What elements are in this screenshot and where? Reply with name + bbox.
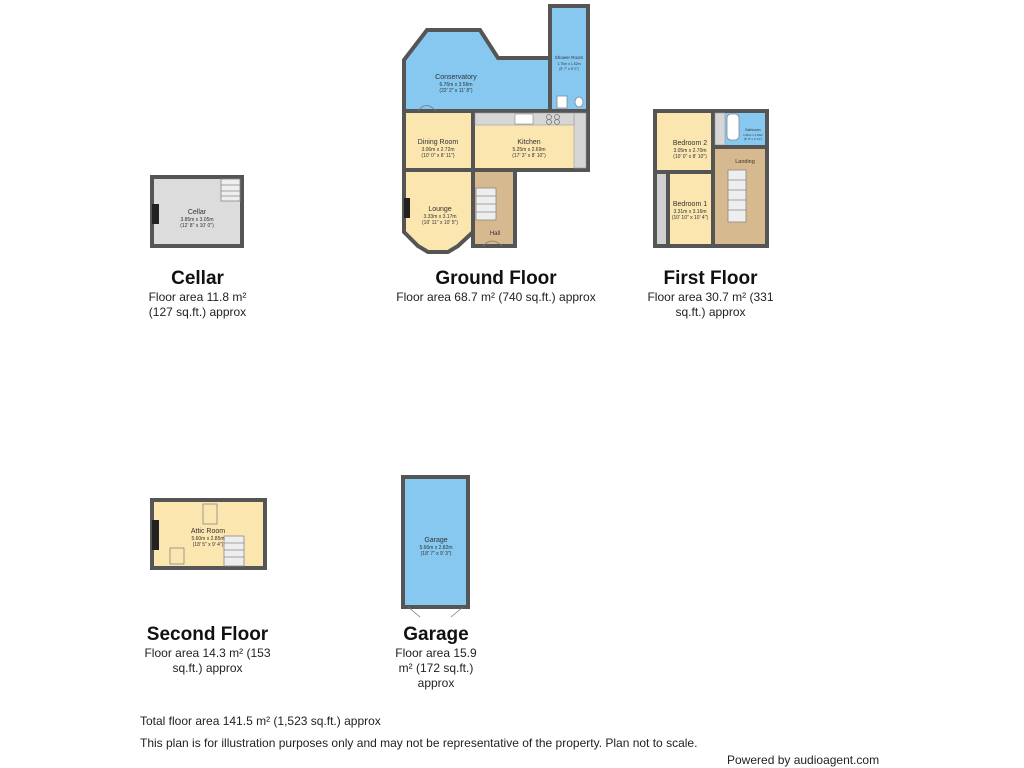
kitchen-dims: 5.25m x 2.69m xyxy=(512,147,546,153)
cellar-title: Cellar xyxy=(171,268,224,289)
attic-room-name: Attic Room xyxy=(190,528,226,535)
kitchen-name: Kitchen xyxy=(517,139,541,146)
garage-room-name: Garage xyxy=(424,537,448,544)
shower-room-imperial: (5' 7" x 5' 0") xyxy=(559,67,579,71)
bathroom-partition xyxy=(715,113,725,145)
lounge-imperial: (10' 11" x 10' 5") xyxy=(422,220,458,226)
garage-plan xyxy=(403,477,468,617)
bedroom-1-dims: 3.31m x 3.16m xyxy=(673,209,707,215)
bathroom-name: Bathroom xyxy=(745,128,761,132)
hall-name: Hall xyxy=(489,231,501,237)
bath-icon xyxy=(727,114,739,140)
shower-tray-icon xyxy=(557,96,567,108)
kitchen-worktop-right xyxy=(574,113,586,168)
bedroom-2-dims: 3.05m x 2.70m xyxy=(673,148,707,154)
first-floor-title: First Floor xyxy=(663,268,758,289)
landing-name: Landing xyxy=(735,159,755,165)
second-floor-plan xyxy=(152,500,265,568)
ground-floor-title: Ground Floor xyxy=(435,268,557,289)
bathroom-imperial: (5' 3" x 4' 11") xyxy=(743,137,763,141)
conservatory-name: Conservatory xyxy=(435,74,477,81)
lounge-dims: 3.33m x 3.17m xyxy=(423,214,457,220)
attic-room-dims: 5.60m x 2.85m xyxy=(191,536,225,542)
ground-floor-caption xyxy=(376,268,616,305)
lounge-fireplace xyxy=(404,198,410,218)
second-floor-area: Floor area 14.3 m² (153 sq.ft.) approx xyxy=(144,646,271,675)
first-floor-caption xyxy=(638,268,783,320)
conservatory-imperial: (22' 2" x 11' 8") xyxy=(439,88,473,94)
conservatory-dims: 6.76m x 3.56m xyxy=(439,82,473,88)
lounge-name: Lounge xyxy=(428,206,452,213)
garage-title: Garage xyxy=(403,624,469,645)
cellar-caption xyxy=(135,268,260,320)
shower-room-dims: 1.70m x 1.52m xyxy=(557,62,581,66)
cellar-area: Floor area 11.8 m² (127 sq.ft.) approx xyxy=(148,290,247,319)
total-floor-area: Total floor area 141.5 m² (1,523 sq.ft.) approx xyxy=(140,714,381,728)
garage-area: Floor area 15.9 m² (172 sq.ft.) approx xyxy=(395,646,477,690)
ground-stairs xyxy=(476,188,496,220)
bedroom-1-name: Bedroom 1 xyxy=(672,201,708,208)
ground-floor-plan xyxy=(404,6,588,252)
attic-stairs xyxy=(224,536,244,566)
dining-room-dims: 3.06m x 2.72m xyxy=(421,147,455,153)
garage-room-dims: 5.66m x 2.82m xyxy=(419,545,453,551)
conservatory-room xyxy=(404,30,550,111)
disclaimer: This plan is for illustration purposes only and may not be representative of the property. Plan not to scale. xyxy=(140,736,698,750)
ground-floor-area: Floor area 68.7 m² (740 sq.ft.) approx xyxy=(396,290,596,304)
cellar-stairs xyxy=(221,179,240,201)
shower-room-name: Shower Room xyxy=(554,55,584,60)
attic-room-imperial: (18' 5" x 9' 4") xyxy=(192,542,224,548)
garage-caption xyxy=(388,624,484,691)
bedroom-1-imperial: (10' 10" x 10' 4") xyxy=(671,215,709,221)
attic-chimney xyxy=(152,520,159,550)
first-floor-plan xyxy=(655,111,767,246)
toilet-icon xyxy=(575,97,583,107)
first-floor-stairs xyxy=(728,170,746,222)
cellar-chimney xyxy=(152,204,159,224)
powered-by: Powered by audioagent.com xyxy=(727,753,880,767)
dining-room-name: Dining Room xyxy=(417,139,459,146)
cellar-room-dims: 3.85m x 3.05m xyxy=(180,217,214,223)
cellar-room-name: Cellar xyxy=(187,209,207,216)
first-floor-area: Floor area 30.7 m² (331 sq.ft.) approx xyxy=(647,290,774,319)
cellar-room-imperial: (12' 8" x 10' 0") xyxy=(180,223,214,229)
bedroom-2-imperial: (10' 0" x 8' 10") xyxy=(673,154,707,160)
bedroom-2-name: Bedroom 2 xyxy=(672,140,708,147)
cellar-plan xyxy=(152,177,242,246)
kitchen-sink-icon xyxy=(515,114,533,124)
second-floor-title: Second Floor xyxy=(146,624,269,645)
dining-room-imperial: (10' 0" x 8' 11") xyxy=(421,153,455,159)
bathroom-dims: 1.60m x 1.50m xyxy=(743,133,763,137)
second-floor-caption xyxy=(135,624,280,676)
kitchen-imperial: (17' 3" x 8' 10") xyxy=(512,153,546,159)
garage-room-imperial: (18' 7" x 9' 3") xyxy=(420,551,452,557)
